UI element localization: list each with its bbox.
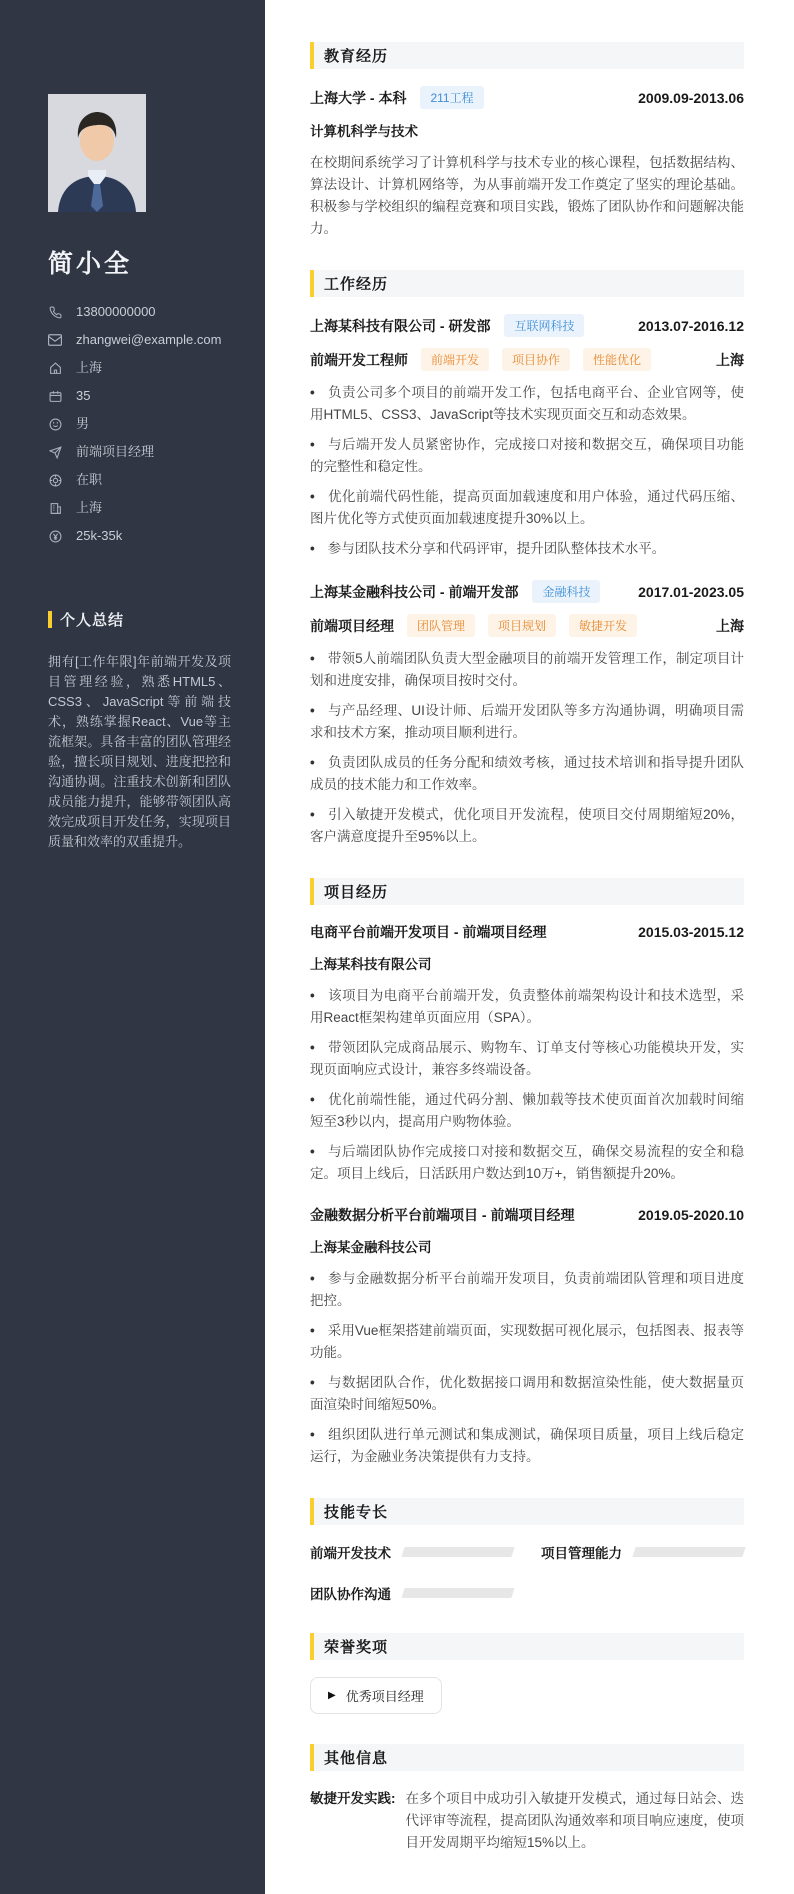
project-name-row <box>310 1205 744 1225</box>
bullet-text: 与数据团队合作，优化数据接口调用和数据渲染性能，使大数据量页面渲染时间缩短50%。 <box>310 1375 744 1412</box>
bullet-text: 与产品经理、UI设计师、后端开发团队等多方沟通协调，明确项目需求和技术方案，推动项目顺利进行。 <box>310 703 744 740</box>
bullet-dot: • <box>310 1375 315 1390</box>
skill-tag: 项目规划 <box>488 614 556 637</box>
other-info-row <box>310 1788 744 1854</box>
contact-email-value: zhangwei@example.com <box>76 332 222 347</box>
work-company-row <box>310 314 744 337</box>
accent-bar <box>310 878 314 905</box>
honors-title: 荣誉奖项 <box>324 1639 389 1656</box>
work-location: 上海 <box>716 351 744 368</box>
bullet-item <box>310 1089 744 1133</box>
skill-tag: 团队管理 <box>407 614 475 637</box>
project-bullets <box>310 985 744 1185</box>
bullet-text: 带领5人前端团队负责大型金融项目的前端开发管理工作，制定项目计划和进度安排，确保项目按时交付。 <box>310 651 744 688</box>
bullet-text: 优化前端性能，通过代码分割、懒加载等技术使页面首次加载时间缩短至3秒以内，提高用户购物体验。 <box>310 1092 744 1129</box>
bullet-item <box>310 700 744 744</box>
city-icon <box>48 501 62 515</box>
project-company: 上海某科技有限公司 <box>310 957 432 972</box>
industry-tag: 互联网科技 <box>504 314 584 337</box>
project-name: 金融数据分析平台前端项目 - 前端项目经理 <box>310 1207 575 1223</box>
bullet-dot: • <box>310 1144 315 1159</box>
bullet-text: 参与团队技术分享和代码评审，提升团队整体技术水平。 <box>327 541 666 556</box>
skill-bar-track <box>401 1547 514 1557</box>
contact-position <box>48 445 231 459</box>
honor-label: 优秀项目经理 <box>345 1689 424 1704</box>
bullet-text: 采用Vue框架搭建前端页面，实现数据可视化展示，包括图表、报表等功能。 <box>310 1323 744 1360</box>
contact-salary-value: 25k-35k <box>76 528 123 543</box>
project-entry <box>310 1205 744 1468</box>
other-header <box>310 1744 744 1771</box>
bullet-dot: • <box>310 1271 315 1286</box>
bullet-item <box>310 1320 744 1364</box>
contact-gender <box>48 417 231 431</box>
contact-phone <box>48 305 231 319</box>
bullet-item <box>310 1268 744 1312</box>
education-header <box>310 42 744 69</box>
accent-bar <box>310 1633 314 1660</box>
bullet-text: 与后端开发人员紧密协作，完成接口对接和数据交互，确保项目功能的完整性和稳定性。 <box>310 437 744 474</box>
bullet-dot: • <box>310 807 315 822</box>
skill-row <box>310 1542 513 1562</box>
bullet-text: 组织团队进行单元测试和集成测试，确保项目质量，项目上线后稳定运行，为金融业务决策提供有力支持。 <box>310 1427 744 1464</box>
bullet-item <box>310 804 744 848</box>
bullet-dot: • <box>310 703 315 718</box>
contact-status <box>48 473 231 487</box>
contact-home-value: 上海 <box>76 360 103 375</box>
bullet-text: 负责公司多个项目的前端开发工作，包括电商平台、企业官网等，使用HTML5、CSS3、JavaScript等技术实现页面交互和动态效果。 <box>310 385 744 422</box>
education-title: 教育经历 <box>324 48 389 65</box>
skill-label: 前端开发技术 <box>310 1546 391 1561</box>
skill-tag: 敏捷开发 <box>569 614 637 637</box>
skill-bar-track <box>401 1588 514 1598</box>
contact-phone-value: 13800000000 <box>76 304 156 319</box>
skill-label: 团队协作沟通 <box>310 1587 391 1602</box>
projects-header <box>310 878 744 905</box>
section-skills <box>310 1498 744 1603</box>
bullet-item <box>310 985 744 1029</box>
accent-bar <box>48 611 52 628</box>
main-content <box>265 0 794 1894</box>
bullet-dot: • <box>310 651 315 666</box>
job-role: 前端开发工程师 <box>310 351 408 368</box>
work-bullets <box>310 648 744 848</box>
bullet-dot: • <box>310 755 315 770</box>
skill-tag: 性能优化 <box>583 348 651 371</box>
bullet-text: 参与金融数据分析平台前端开发项目，负责前端团队管理和项目进度把控。 <box>310 1271 744 1308</box>
project-name-row <box>310 922 744 942</box>
contact-city-value: 上海 <box>76 500 103 515</box>
accent-bar <box>310 42 314 69</box>
bullet-text: 引入敏捷开发模式，优化项目开发流程，使项目交付周期缩短20%，客户满意度提升至95%以上。 <box>310 807 744 844</box>
bullet-item <box>310 382 744 426</box>
contact-position-value: 前端项目经理 <box>76 444 155 459</box>
bullet-item <box>310 486 744 530</box>
project-company: 上海某金融科技公司 <box>310 1240 432 1255</box>
bullet-item <box>310 538 744 560</box>
profile-photo-illustration <box>48 94 146 212</box>
school-name: 上海大学 - 本科 <box>310 89 407 106</box>
project-date: 2015.03-2015.12 <box>638 924 744 940</box>
project-bullets <box>310 1268 744 1468</box>
bullet-dot: • <box>310 1323 315 1338</box>
contact-gender-value: 男 <box>76 416 90 431</box>
skills-title: 技能专长 <box>324 1504 389 1521</box>
section-honors <box>310 1633 744 1714</box>
work-company-row <box>310 580 744 603</box>
projects-title: 项目经历 <box>324 884 389 901</box>
summary-section-title <box>48 609 231 630</box>
honors-header <box>310 1633 744 1660</box>
section-work <box>310 270 744 848</box>
contact-age-value: 35 <box>76 388 91 403</box>
skills-grid <box>310 1542 744 1603</box>
bullet-text: 优化前端代码性能，提高页面加载速度和用户体验，通过代码压缩、图片优化等方式使页面加载速度提升30%以上。 <box>310 489 744 526</box>
skills-header <box>310 1498 744 1525</box>
contact-age <box>48 389 231 403</box>
work-role-row <box>310 348 744 371</box>
bullet-text: 带领团队完成商品展示、购物车、订单支付等核心功能模块开发，实现页面响应式设计，兼容多终端设备。 <box>310 1040 744 1077</box>
bullet-dot: • <box>310 988 315 1003</box>
other-title: 其他信息 <box>324 1750 389 1767</box>
work-bullets <box>310 382 744 560</box>
bullet-text: 与后端团队协作完成接口对接和数据交互，确保交易流程的安全和稳定。项目上线后，日活跃用户数达到10万+，销售额提升20%。 <box>310 1144 744 1181</box>
work-title: 工作经历 <box>324 276 389 293</box>
section-projects <box>310 878 744 1468</box>
bullet-item <box>310 1424 744 1468</box>
bullet-item <box>310 752 744 796</box>
company-name: 上海某科技有限公司 - 研发部 <box>310 317 491 334</box>
bullet-item <box>310 1141 744 1185</box>
bullet-text: 该项目为电商平台前端开发，负责整体前端架构设计和技术选型，采用React框架构建单页面应用（SPA）。 <box>310 988 744 1025</box>
job-role: 前端项目经理 <box>310 617 394 634</box>
bullet-dot: • <box>310 541 315 556</box>
industry-tag: 金融科技 <box>532 580 600 603</box>
contact-salary <box>48 529 231 543</box>
work-date: 2017.01-2023.05 <box>638 583 744 600</box>
candidate-name: 简小全 <box>48 250 133 278</box>
accent-bar <box>310 1498 314 1525</box>
skill-bar-track <box>632 1547 745 1557</box>
skill-tag: 项目协作 <box>502 348 570 371</box>
bullet-dot: • <box>310 1040 315 1055</box>
education-row <box>310 86 744 109</box>
work-location: 上海 <box>716 617 744 634</box>
bullet-dot: • <box>310 385 315 400</box>
school-tag: 211工程 <box>420 86 483 109</box>
other-text: 在多个项目中成功引入敏捷开发模式，通过每日站会、迭代评审等流程，提高团队沟通效率和项目响应速度，使项目开发周期平均缩短15%以上。 <box>405 1791 744 1850</box>
summary-text: 拥有[工作年限]年前端开发及项目管理经验，熟悉HTML5、CSS3、JavaScript等前端技术，熟练掌握React、Vue等主流框架。具备丰富的团队管理经验，擅长项目规划、进度把控和沟通协调。注重技术创新和团队成员能力提升，能够带领团队高效完成项目开发任务，实现项目质量和效率的双重提升。 <box>48 654 231 849</box>
bullet-item <box>310 434 744 478</box>
play-icon: ▶ <box>328 1690 336 1701</box>
contact-city <box>48 501 231 515</box>
bullet-dot: • <box>310 1427 315 1442</box>
gender-icon <box>48 417 62 431</box>
bullet-item <box>310 1037 744 1081</box>
skill-row <box>541 1542 744 1562</box>
project-name: 电商平台前端开发项目 - 前端项目经理 <box>310 924 547 940</box>
work-entry <box>310 314 744 560</box>
phone-icon <box>48 305 62 319</box>
work-date: 2013.07-2016.12 <box>638 317 744 334</box>
bullet-dot: • <box>310 489 315 504</box>
work-role-row <box>310 614 744 637</box>
status-icon <box>48 473 62 487</box>
contact-home <box>48 361 231 375</box>
work-entry <box>310 580 744 848</box>
summary-title-text: 个人总结 <box>60 612 125 629</box>
mail-icon <box>48 333 62 347</box>
position-icon <box>48 445 62 459</box>
contact-status-value: 在职 <box>76 472 103 487</box>
work-header <box>310 270 744 297</box>
sidebar <box>0 0 265 1894</box>
profile-photo <box>48 94 146 212</box>
education-description: 在校期间系统学习了计算机科学与技术专业的核心课程，包括数据结构、算法设计、计算机网络等，为从事前端开发工作奠定了坚实的理论基础。积极参与学校组织的编程竞赛和项目实践，锻炼了团队协作和问题解决能力。 <box>310 155 744 236</box>
contact-list <box>48 305 231 543</box>
section-other <box>310 1744 744 1854</box>
skill-row <box>310 1583 513 1603</box>
company-name: 上海某金融科技公司 - 前端开发部 <box>310 583 519 600</box>
bullet-item <box>310 648 744 692</box>
honor-chip[interactable] <box>310 1677 442 1714</box>
skill-label: 项目管理能力 <box>541 1546 622 1561</box>
salary-icon <box>48 529 62 543</box>
bullet-dot: • <box>310 437 315 452</box>
accent-bar <box>310 270 314 297</box>
home-icon <box>48 361 62 375</box>
section-education <box>310 42 744 240</box>
bullet-text: 负责团队成员的任务分配和绩效考核，通过技术培训和指导提升团队成员的技术能力和工作效率。 <box>310 755 744 792</box>
skill-tag: 前端开发 <box>421 348 489 371</box>
education-major: 计算机科学与技术 <box>310 124 418 139</box>
project-entry <box>310 922 744 1185</box>
bullet-dot: • <box>310 1092 315 1107</box>
age-icon <box>48 389 62 403</box>
accent-bar <box>310 1744 314 1771</box>
contact-email <box>48 333 231 347</box>
other-label: 敏捷开发实践: <box>310 1791 396 1806</box>
bullet-item <box>310 1372 744 1416</box>
education-date: 2009.09-2013.06 <box>638 89 744 106</box>
project-date: 2019.05-2020.10 <box>638 1207 744 1223</box>
